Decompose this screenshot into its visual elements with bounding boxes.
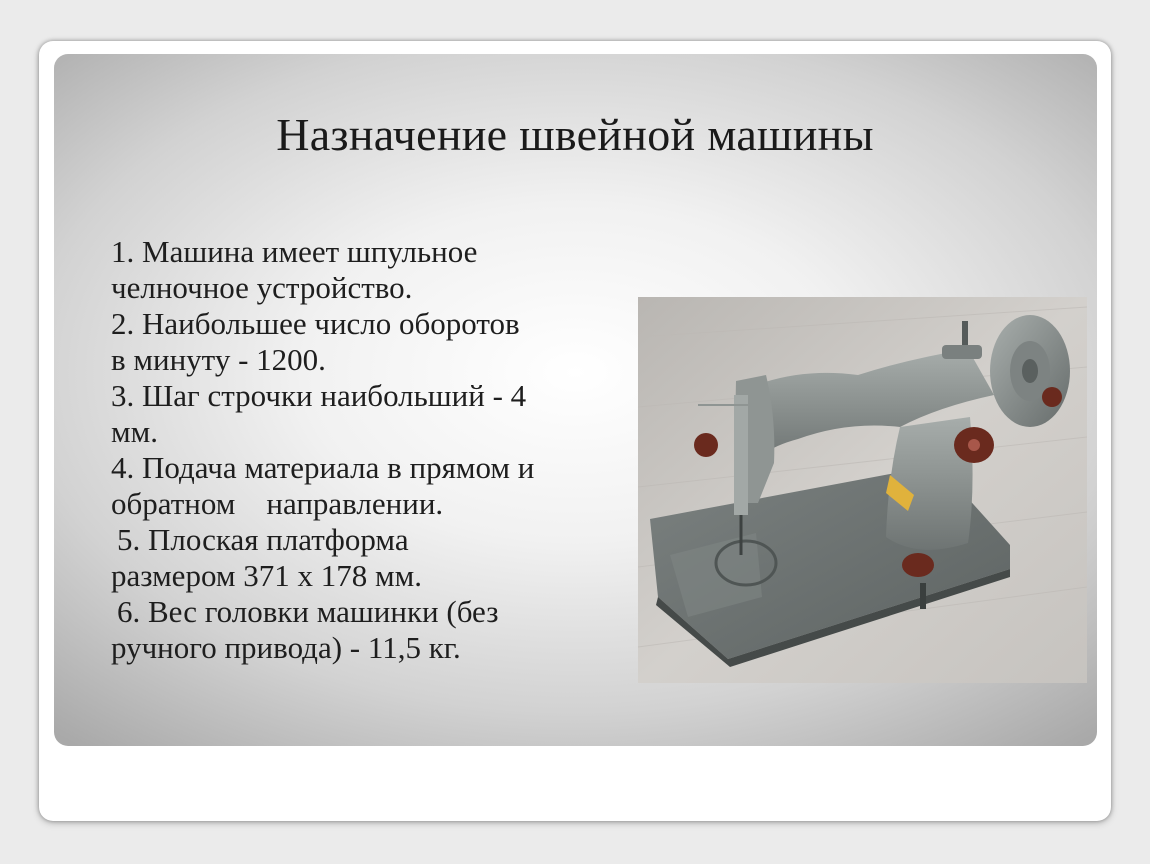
list-item: 4. Подача материала в прямом и — [111, 450, 535, 485]
list-item: обратном направлении. — [111, 486, 444, 521]
list-item: размером 371 х 178 мм. — [111, 558, 422, 593]
list-item: 6. Вес головки машинки (без — [117, 594, 499, 629]
list-item: 2. Наибольшее число оборотов — [111, 306, 520, 341]
list-item: 5. Плоская платформа — [117, 522, 409, 557]
sewing-machine-icon — [638, 297, 1087, 683]
list-item: 3. Шаг строчки наибольший - 4 — [111, 378, 527, 413]
list-item: 1. Машина имеет шпульное — [111, 234, 478, 269]
sewing-machine-photo — [638, 297, 1087, 683]
slide-body — [111, 234, 641, 666]
list-item: челночное устройство. — [111, 270, 413, 305]
list-item: ручного привода) - 11,5 кг. — [111, 630, 461, 665]
slide-title: Назначение швейной машины — [276, 109, 874, 160]
list-item: в минуту - 1200. — [111, 342, 326, 377]
list-item: мм. — [111, 414, 158, 449]
